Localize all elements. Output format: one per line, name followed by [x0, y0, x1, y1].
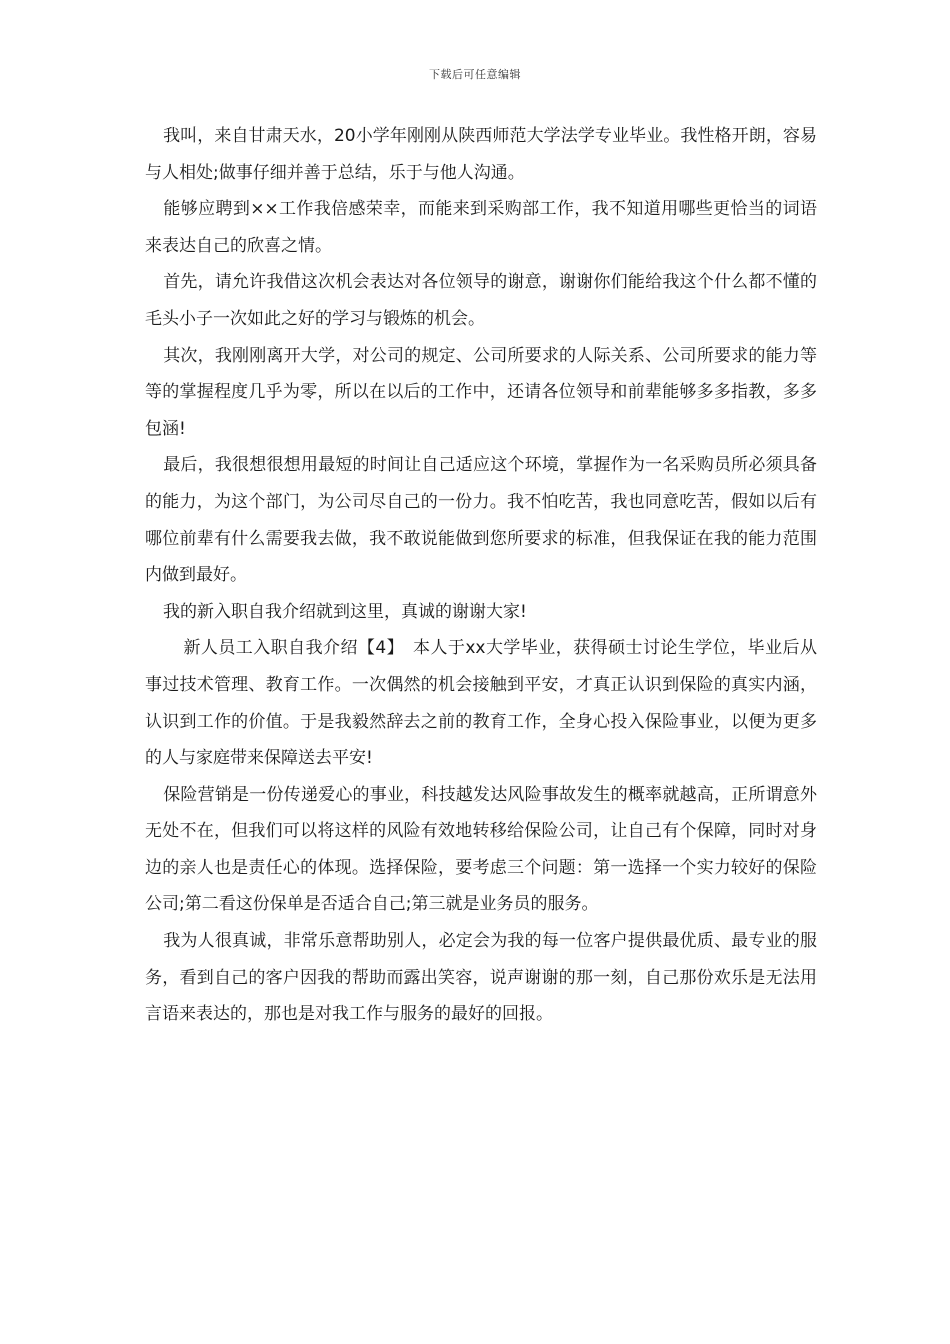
paragraph-text: 首先，请允许我借这次机会表达对各位领导的谢意，谢谢你们能给我这个什么都不懂的毛头小子一次如此之好的学习与锻炼的机会。	[145, 272, 817, 329]
paragraph	[145, 118, 817, 191]
paragraph-text: 我叫，来自甘肃天水，20小学年刚刚从陕西师范大学法学专业毕业。我性格开朗，容易与人相处;做事仔细并善于总结，乐于与他人沟通。	[145, 126, 817, 183]
paragraph	[145, 264, 817, 337]
paragraph-text: 能够应聘到××工作我倍感荣幸，而能来到采购部工作，我不知道用哪些更恰当的词语来表达自己的欣喜之情。	[145, 199, 817, 256]
paragraph	[145, 191, 817, 264]
page-header-note: 下载后可任意编辑	[429, 68, 521, 81]
paragraph	[145, 630, 817, 776]
paragraph-text: 最后，我很想很想用最短的时间让自己适应这个环境，掌握作为一名采购员所必须具备的能力，为这个部门，为公司尽自己的一份力。我不怕吃苦，我也同意吃苦，假如以后有哪位前辈有什么需要我去做，我不敢说能做到您所要求的标准，但我保证在我的能力范围内做到最好。	[145, 455, 817, 586]
paragraph	[145, 338, 817, 448]
paragraph	[145, 447, 817, 593]
paragraph-text: 我为人很真诚，非常乐意帮助别人，必定会为我的每一位客户提供最优质、最专业的服务，看到自己的客户因我的帮助而露出笑容，说声谢谢的那一刻，自己那份欢乐是无法用言语来表达的，那也是对我工作与服务的最好的回报。	[145, 931, 817, 1025]
paragraph-text: 我的新入职自我介绍就到这里，真诚的谢谢大家!	[163, 601, 527, 622]
paragraph-text: 保险营销是一份传递爱心的事业，科技越发达风险事故发生的概率就越高，正所谓意外无处不在，但我们可以将这样的风险有效地转移给保险公司，让自己有个保障，同时对身边的亲人也是责任心的体现。选择保险，要考虑三个问题：第一选择一个实力较好的保险公司;第二看这份保单是否适合自己;第三就是业务员的服务。	[145, 784, 817, 915]
paragraph	[145, 594, 817, 631]
paragraph-text: 其次，我刚刚离开大学，对公司的规定、公司所要求的人际关系、公司所要求的能力等等的掌握程度几乎为零，所以在以后的工作中，还请各位领导和前辈能够多多指教，多多包涵!	[145, 345, 817, 439]
document-body	[145, 118, 817, 1033]
paragraph-text: 新人员工入职自我介绍【4】 本人于xx大学毕业，获得硕士讨论生学位，毕业后从事过技术管理、教育工作。一次偶然的机会接触到平安，才真正认识到保险的真实内涵，认识到工作的价值。于是我毅然辞去之前的教育工作，全身心投入保险事业，以便为更多的人与家庭带来保障送去平安!	[145, 638, 817, 769]
paragraph	[145, 923, 817, 1033]
paragraph	[145, 777, 817, 923]
